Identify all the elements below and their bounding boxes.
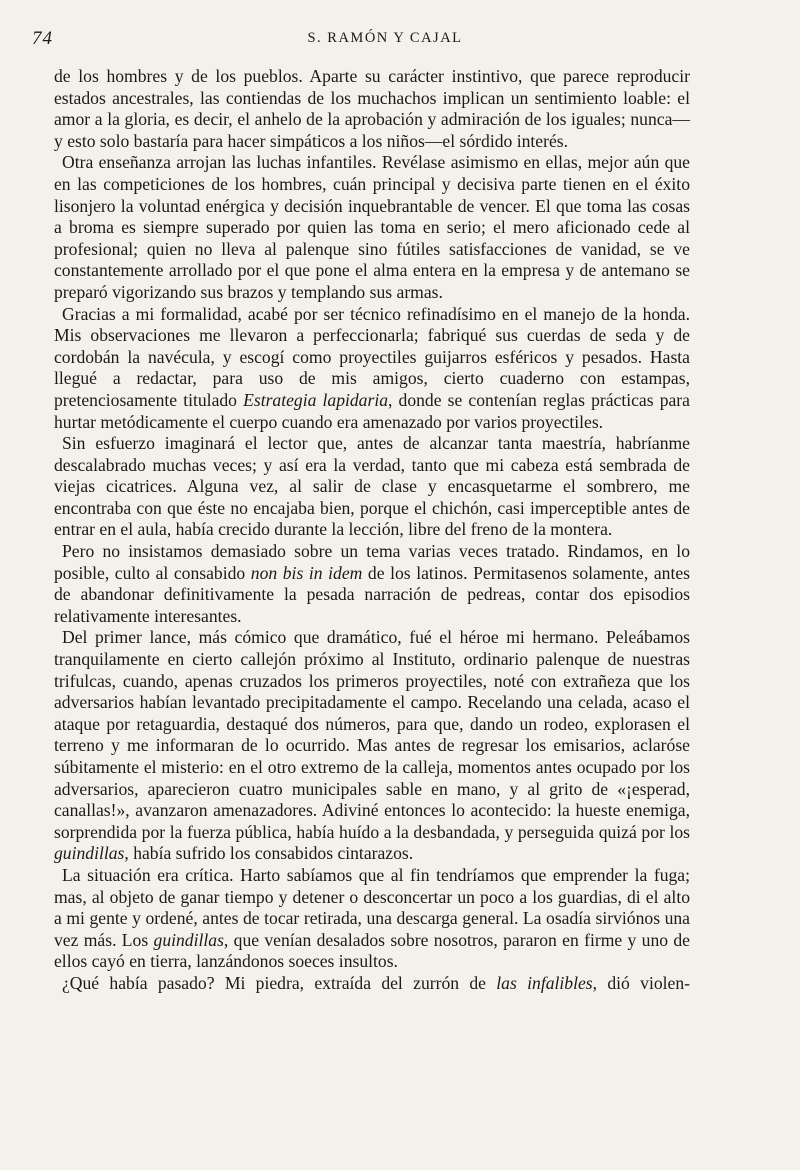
text-run: Otra enseñanza arrojan las luchas infantiles. Revélase asimismo en ellas, mejor aún que en las competiciones de los hombres, cuán principal y decisiva parte tienen en el éxito lisonjero la voluntad enérgica y decisión inquebrantable de vencer. El que toma las cosas a broma es siempre superado por quien las toma en serio; el mero aficionado cede al profesional; quien no lleva al palenque sino fútiles satisfacciones de vanidad, se ve constantemente arrollado por el que pone el alma entera en la empresa y de antemano se preparó vigorizando sus brazos y templando sus armas. — [54, 152, 690, 302]
italic-text: guindillas — [54, 843, 125, 864]
page-number: 74 — [32, 28, 53, 49]
italic-text: Estrategia lapidaria — [243, 389, 389, 410]
text-run: de los hombres y de los pueblos. Aparte su carácter instintivo, que parece reproducir estados ancestrales, las contiendas de los muchachos implican un sentimiento loable: el amor a la gloria, es decir, el anhelo de la aprobación y admiración de los iguales; nunca—y esto solo bastaría para hacer simpáticos a los niños—el sórdido interés. — [54, 66, 690, 151]
paragraph — [54, 66, 690, 152]
paragraph — [54, 973, 690, 995]
text-run: ¿Qué había pasado? Mi piedra, extraída del zurrón de — [62, 972, 497, 993]
text-run: Sin esfuerzo imaginará el lector que, antes de alcanzar tanta maestría, habríanme descalabrado muchas veces; y así era la verdad, tanto que mi cabeza está sembrada de viejas cicatrices. Alguna vez, al salir de clase y encasquetarme el sombrero, me encontraba con que éste no encajaba bien, porque el chichón, casi imperceptible antes de entrar en el aula, había crecido durante la lección, libre del freno de la montera. — [54, 433, 690, 540]
text-run: Gracias a mi formalidad, acabé por ser técnico refinadísimo en el manejo de la honda. Mis observaciones me llevaron a perfeccionarla; fabriqué sus cuerdas de seda y de cordobán la navécula, y escogí como proyectiles guijarros esféricos y pesados. Hasta llegué a redactar, para uso de mis amigos, cierto cuaderno con estampas, pretenciosamente titulado — [54, 303, 690, 410]
text-run: , que venían desalados sobre nosotros, pararon en firme y uno de ellos cayó en tierra, lanzándonos soeces insultos. — [54, 929, 690, 972]
text-run: , dió violen- — [592, 972, 690, 993]
running-head: S. RAMÓN Y CAJAL — [307, 30, 463, 46]
paragraph — [54, 627, 690, 865]
italic-text: las infalibles — [496, 972, 593, 993]
italic-text: guindillas — [153, 929, 224, 950]
paragraph — [54, 541, 690, 627]
text-run: , donde se contenían reglas prácticas para hurtar metódicamente el cuerpo cuando era amenazado por varios proyectiles. — [54, 389, 690, 432]
text-run: de los latinos. Permitasenos solamente, antes de abandonar definitivamente la pesada narración de pedreas, contar dos episodios relativamente interesantes. — [54, 562, 690, 626]
body-text — [54, 66, 690, 995]
text-run: Pero no insistamos demasiado sobre un tema varias veces tratado. Rindamos, en lo posible, culto al consabido — [54, 541, 690, 583]
text-run: , había sufrido los consabidos cintarazos. — [124, 843, 414, 864]
text-run: Del primer lance, más cómico que dramático, fué el héroe mi hermano. Peleábamos tranquilamente en cierto callejón próximo al Instituto, ordinario palenque de nuestras trifulcas, cuando, apenas cruzados los primeros proyectiles, noté con extrañeza que los adversarios habían levantado precipitadamente el campo. Recelando una celada, acaso el ataque por retaguardia, destaqué dos números, para que, dando un rodeo, explorasen el terreno y me informaran de lo ocurrido. Mas antes de regresar los emisarios, aclaróse súbitamente el misterio: en el otro extremo de la calleja, momentos antes ocupado por los adversarios, aparecieron cuatro municipales sable en mano, y al grito de «¡esperad, canallas!», avanzaron amenazadores. Adiviné entonces lo acontecido: la hueste enemiga, sorprendida por la fuerza pública, había huído a la desbandada, y perseguida quizá por los — [54, 627, 690, 842]
paragraph — [54, 433, 690, 541]
paragraph — [54, 152, 690, 303]
italic-text: non bis in idem — [250, 562, 363, 583]
paragraph — [54, 304, 690, 434]
page-header — [30, 28, 740, 52]
text-run: La situación era crítica. Harto sabíamos que al fin tendríamos que emprender la fuga; mas, al objeto de ganar tiempo y detener o desconcertar un poco a los guardias, di el alto a mi gente y ordené, antes de tocar retirada, una descarga general. La osadía sirviónos una vez más. Los — [54, 864, 690, 950]
paragraph — [54, 865, 690, 973]
